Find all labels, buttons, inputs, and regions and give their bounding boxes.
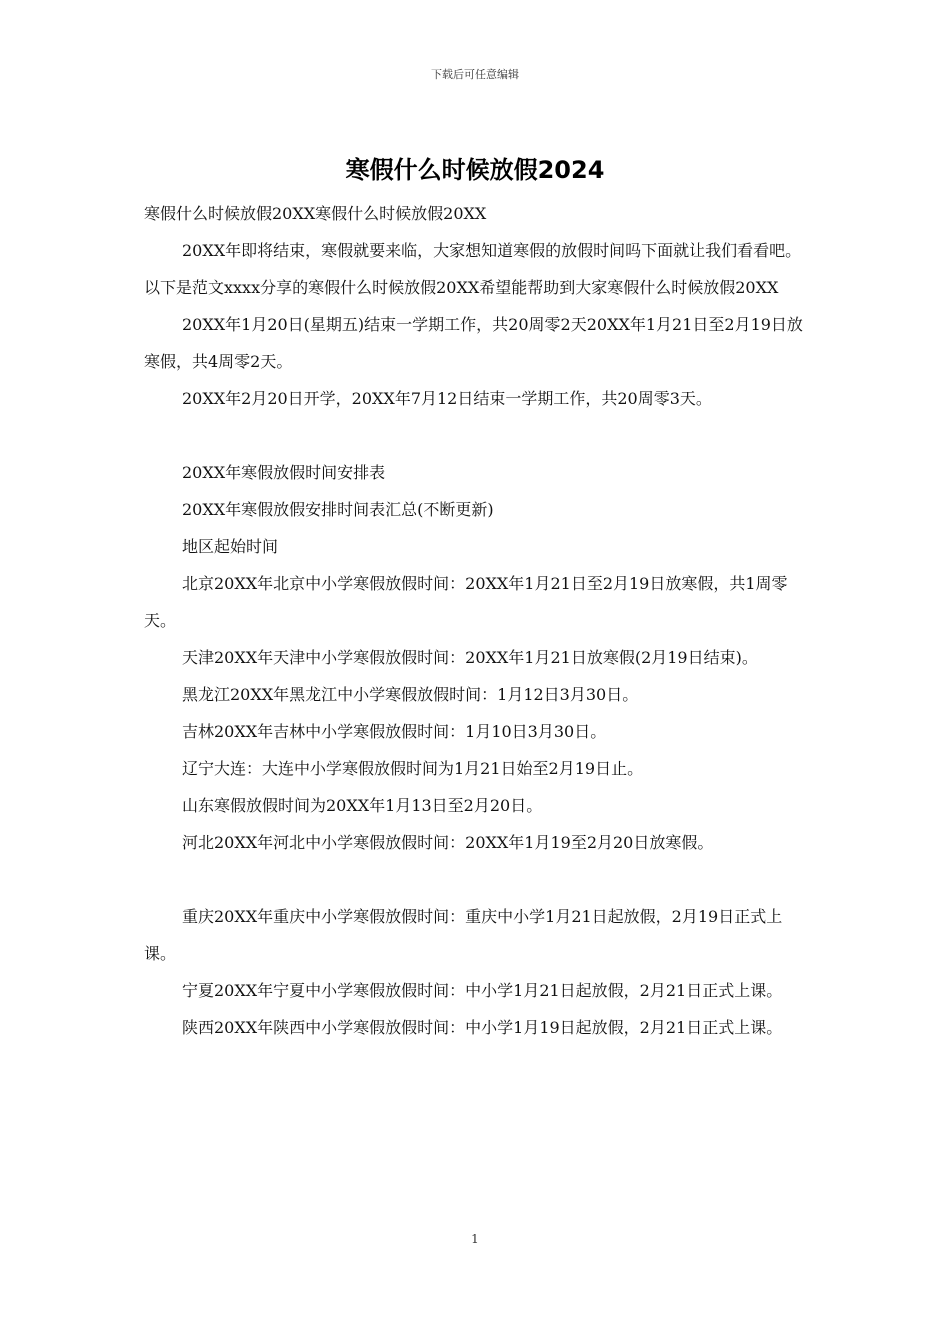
paragraph-ningxia: 宁夏20XX年宁夏中小学寒假放假时间：中小学1月21日起放假，2月21日正式上课。 (182, 981, 783, 1000)
document-body (144, 195, 810, 1046)
paragraph-tianjin: 天津20XX年天津中小学寒假放假时间：20XX年1月21日放寒假(2月19日结束)。 (182, 648, 758, 667)
paragraph-hebei: 河北20XX年河北中小学寒假放假时间：20XX年1月19至2月20日放寒假。 (182, 833, 714, 852)
blank-line (144, 417, 810, 454)
paragraph-term-end: 20XX年1月20日(星期五)结束一学期工作，共20周零2天20XX年1月21日至2月19日放寒假，共4周零2天。 (144, 315, 803, 371)
blank-line (144, 861, 810, 898)
paragraph-liaoning: 辽宁大连：大连中小学寒假放假时间为1月21日始至2月19日止。 (182, 759, 644, 778)
paragraph-schedule-heading: 20XX年寒假放假时间安排表 (182, 463, 386, 482)
paragraph-intro: 20XX年即将结束，寒假就要来临，大家想知道寒假的放假时间吗下面就让我们看看吧。以下是范文xxxx分享的寒假什么时候放假20XX希望能帮助到大家寒假什么时候放假20XX (144, 241, 802, 297)
page-header: 下载后可任意编辑 (431, 68, 519, 81)
paragraph-term-start: 20XX年2月20日开学，20XX年7月12日结束一学期工作，共20周零3天。 (182, 389, 712, 408)
paragraph-subtitle: 寒假什么时候放假20XX寒假什么时候放假20XX (144, 204, 487, 223)
paragraph-jilin: 吉林20XX年吉林中小学寒假放假时间：1月10日3月30日。 (182, 722, 607, 741)
paragraph-region-header: 地区起始时间 (182, 537, 279, 556)
page-number: 1 (471, 1232, 479, 1246)
document-title: 寒假什么时候放假2024 (345, 156, 605, 184)
paragraph-beijing: 北京20XX年北京中小学寒假放假时间：20XX年1月21日至2月19日放寒假，共1周零天。 (144, 574, 788, 630)
paragraph-shandong: 山东寒假放假时间为20XX年1月13日至2月20日。 (182, 796, 543, 815)
paragraph-schedule-summary: 20XX年寒假放假安排时间表汇总(不断更新) (182, 500, 494, 519)
paragraph-chongqing: 重庆20XX年重庆中小学寒假放假时间：重庆中小学1月21日起放假，2月19日正式上课。 (144, 907, 783, 963)
paragraph-heilongjiang: 黑龙江20XX年黑龙江中小学寒假放假时间：1月12日3月30日。 (182, 685, 639, 704)
paragraph-shaanxi: 陕西20XX年陕西中小学寒假放假时间：中小学1月19日起放假，2月21日正式上课。 (182, 1018, 783, 1037)
